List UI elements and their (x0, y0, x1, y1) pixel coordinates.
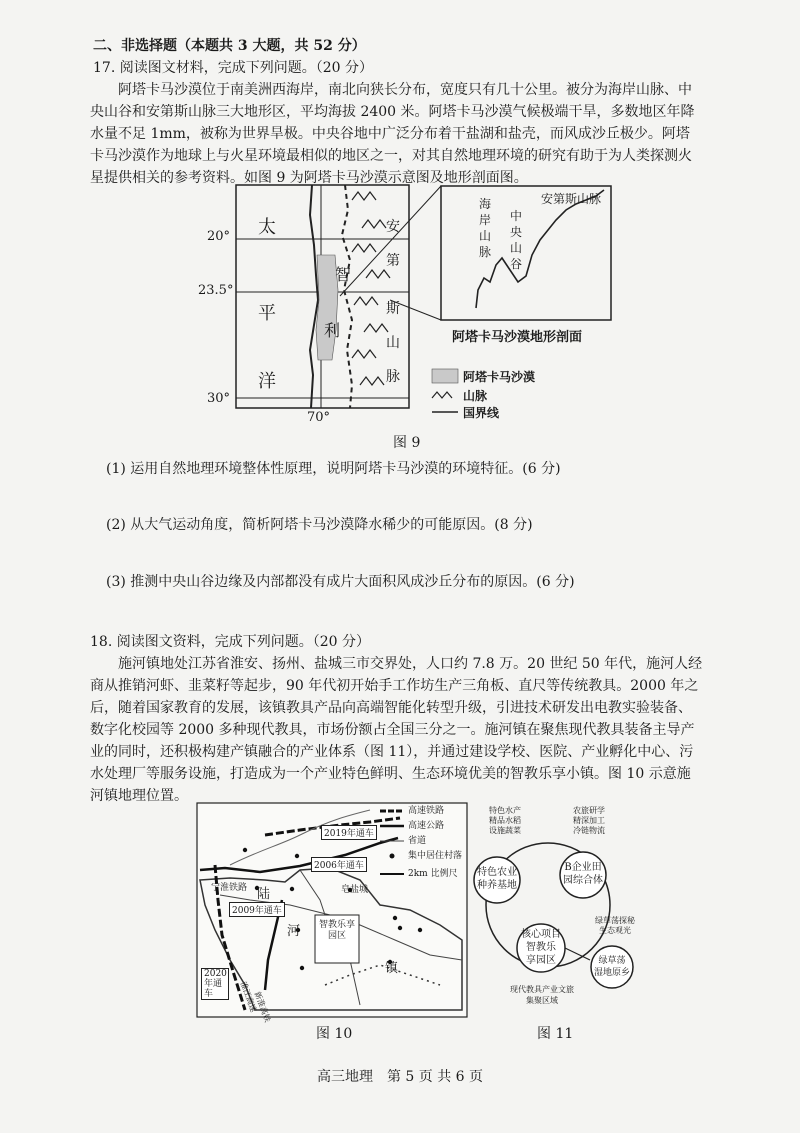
map-label-country: 智 (335, 265, 352, 284)
lat-label: 20° (207, 229, 231, 244)
map-label-country: 利 (324, 321, 341, 340)
q17-material-line: 阿塔卡马沙漠位于南美洲西海岸，南北向狭长分布，宽度只有几十公里。被分为海岸山脉、中 (118, 82, 692, 98)
figure-11-caption: 图 11 (537, 1026, 574, 1042)
section-title: 二、非选择题（本题共 3 大题，共 52 分） (93, 38, 366, 54)
fig10-year-label: 2020年通车 (201, 968, 229, 1000)
fig10-park-label: 智教乐享园区 (319, 920, 356, 941)
fig10-legend-label: 集中居住村落 (408, 851, 463, 861)
lat-label: 23.5° (198, 283, 234, 298)
page-footer: 高三地理 第 5 页 共 6 页 (316, 1069, 484, 1085)
fig10-legend-label: 省道 (408, 836, 427, 846)
q17-question-1: (1) 运用自然地理环境整体性原理，说明阿塔卡马沙漠的环境特征。(6 分) (106, 461, 561, 477)
fig10-year-label: 2006年通车 (311, 857, 367, 872)
profile-label-andes: 安第斯山脉 (541, 192, 602, 206)
map-label-mountain: 山 (386, 335, 400, 351)
fig10-place-label: 镇 (385, 961, 399, 976)
q17-question-3: (3) 推测中央山谷边缘及内部都没有成片大面积风成沙丘分布的原因。(6 分) (106, 574, 575, 590)
fig10-road-label: 新淮高铁 (252, 990, 273, 1024)
fig10-place-label: 河 (287, 924, 301, 939)
map-label-mountain: 斯 (386, 301, 400, 317)
fig11-node-right-label: B企业田 园综合体 (563, 862, 603, 886)
fig10-legend-label: 高速公路 (408, 821, 445, 831)
legend-mountain-label: 山脉 (463, 389, 488, 403)
q18-material-line: 数字化校园等 2000 多种现代教具，市场份额占全国三分之一。施河镇在聚焦现代教具装备主导产 (90, 722, 695, 738)
map-label-mountain: 安 (386, 219, 400, 235)
fig11-bottom-text: 现代教具产业文旅 集聚区域 (510, 985, 574, 1005)
map-label-ocean: 太 (258, 217, 276, 238)
q17-material-line: 星提供相关的参考资料。如图 9 为阿塔卡马沙漠示意图及地形剖面图。 (90, 170, 528, 186)
profile-label-valley: 中 央 山 谷 (510, 209, 523, 271)
q17-material-line: 央山谷和安第斯山脉三大地形区，平均海拔 2400 米。阿塔卡马沙漠气候极端干旱，多数地区年降 (90, 104, 695, 120)
fig10-year-label: 2009年通车 (229, 902, 285, 917)
fig10-place-label: 陆 (257, 887, 271, 902)
map-label-mountain: 第 (386, 253, 400, 269)
q17-question-2: (2) 从大气运动角度，简析阿塔卡马沙漠降水稀少的可能原因。(8 分) (106, 517, 533, 533)
q18-title: 18. 阅读图文资料，完成下列问题。（20 分） (90, 634, 370, 650)
fig10-legend-label: 2km 比例尺 (408, 869, 458, 879)
fig10-year-label: 2019年通车 (321, 825, 377, 840)
figure-9-caption: 图 9 (393, 435, 421, 451)
fig10-place-label: 皂盐城 (341, 885, 369, 895)
q17-material-line: 水量不足 1mm，被称为世界旱极。中央谷地中广泛分布着干盐湖和盐壳，而风成沙丘极少。阿塔 (90, 126, 690, 142)
fig11-node-green-label: 绿草荡 湿地原乡 (594, 956, 631, 978)
fig10-legend-village (390, 854, 395, 859)
lat-label: 30° (207, 391, 231, 406)
fig11-side-text: 绿草荡探秘 生态观光 (595, 916, 635, 935)
q18-material-line: 水处理厂等服务设施，打造成为一个产业特色鲜明、生态环境优美的智教乐享小镇。图 10 示意施 (90, 766, 691, 782)
map-label-mountain: 脉 (386, 369, 400, 385)
fig10-road-label: 淮江高速 (238, 980, 259, 1014)
profile-caption: 阿塔卡马沙漠地形剖面 (452, 330, 583, 345)
lon-label: 70° (307, 410, 331, 425)
profile-label-coast: 海 岸 山 脉 (479, 197, 492, 259)
q18-material-line: 施河镇地处江苏省淮安、扬州、盐城三市交界处，人口约 7.8 万。20 世纪 50 年代，施河人经 (118, 656, 703, 672)
fig11-top-left-text: 特色水产 精品水稻 设施蔬菜 (489, 806, 521, 835)
legend-border-label: 国界线 (463, 406, 500, 420)
fig11-node-center-label: 核心项目 智教乐 享园区 (521, 929, 561, 966)
figure-10-caption: 图 10 (316, 1026, 353, 1042)
fig10-place-label: 宁淮铁路 (211, 883, 248, 893)
fig11-node-left-label: 特色农业 种养基地 (477, 867, 517, 891)
legend-desert-label: 阿塔卡马沙漠 (463, 370, 536, 384)
q17-material-line: 卡马沙漠作为地球上与火星环境最相似的地区之一，对其自然地理环境的研究有助于为人类探测火 (90, 148, 692, 164)
map-label-ocean: 平 (258, 303, 276, 324)
map-label-ocean: 洋 (258, 371, 276, 392)
q18-material-line: 后，随着国家教育的发展，该镇教具产品向高端智能化转型升级，引进技术研发出电教实验装备、 (90, 700, 692, 716)
q17-title: 17. 阅读图文材料，完成下列问题。（20 分） (93, 60, 373, 76)
fig10-legend-label: 高速铁路 (408, 806, 445, 816)
fig11-top-right-text: 农旅研学 精深加工 冷链物流 (573, 806, 605, 835)
q18-material-line: 河镇地理位置。 (90, 788, 188, 804)
q18-material-line: 业的同时，还积极构建产镇融合的产业体系（图 11），并通过建设学校、医院、产业孵化中心、污 (90, 744, 694, 760)
q18-material-line: 商从推销河虾、韭菜籽等起步，90 年代初开始手工作坊生产三角板、直尺等传统教具。2000 年之 (90, 678, 699, 694)
